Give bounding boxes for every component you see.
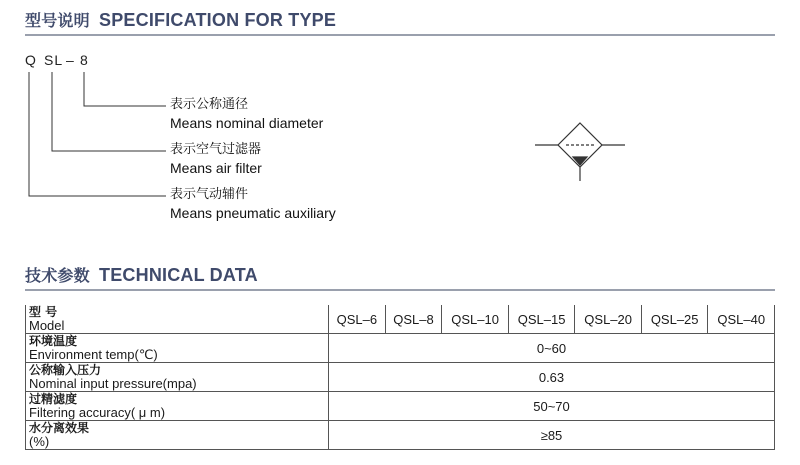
table-row bbox=[26, 421, 775, 450]
row-label-cn: 过精滤度 bbox=[29, 392, 78, 406]
row-label-cell bbox=[26, 363, 329, 392]
table-header-row bbox=[26, 305, 775, 334]
table-row bbox=[26, 363, 775, 392]
model-cell: QSL–8 bbox=[385, 305, 442, 334]
row-label-cn: 公称输入压力 bbox=[29, 363, 102, 377]
bracket-line-auxiliary bbox=[29, 72, 166, 196]
row-label-cn: 水分离效果 bbox=[29, 421, 90, 435]
row-label-en: Nominal input pressure(mpa) bbox=[29, 376, 197, 391]
model-cell: QSL–6 bbox=[329, 305, 386, 334]
row-label-cn: 环境温度 bbox=[29, 334, 78, 348]
desc-pneumatic-auxiliary bbox=[170, 186, 336, 222]
technical-data-table bbox=[25, 305, 775, 450]
desc-en: Means pneumatic auxiliary bbox=[170, 205, 336, 221]
row-value-cell: 0.63 bbox=[329, 363, 775, 392]
row-value-cell: ≥85 bbox=[329, 421, 775, 450]
desc-cn: 表示气动辅件 bbox=[170, 187, 249, 202]
table-row bbox=[26, 334, 775, 363]
bracket-line-filter bbox=[52, 72, 166, 151]
row-label-en: (%) bbox=[29, 434, 50, 449]
model-cell: QSL–15 bbox=[508, 305, 575, 334]
model-label-cn: 型 号 bbox=[29, 305, 58, 319]
tech-title-en: TECHNICAL DATA bbox=[99, 265, 258, 285]
tech-title-cn: 技术参数 bbox=[25, 266, 90, 285]
type-code-q: Q bbox=[25, 52, 37, 68]
model-label-en: Model bbox=[29, 318, 65, 333]
row-label-cell bbox=[26, 392, 329, 421]
desc-nominal-diameter bbox=[170, 96, 323, 132]
row-value-cell: 50~70 bbox=[329, 392, 775, 421]
spec-title-cn: 型号说明 bbox=[25, 11, 90, 30]
table-row bbox=[26, 392, 775, 421]
row-label-en: Filtering accuracy( μ m) bbox=[29, 405, 166, 420]
row-label-en: Environment temp(℃) bbox=[29, 347, 158, 362]
row-value-cell: 0~60 bbox=[329, 334, 775, 363]
type-code-dash: – bbox=[66, 52, 75, 68]
model-cell: QSL–20 bbox=[575, 305, 642, 334]
desc-en: Means air filter bbox=[170, 160, 262, 176]
model-cell: QSL–10 bbox=[442, 305, 509, 334]
bracket-line-diameter bbox=[84, 72, 166, 106]
model-cell: QSL–40 bbox=[708, 305, 775, 334]
row-label-cell bbox=[26, 421, 329, 450]
desc-cn: 表示公称通径 bbox=[170, 97, 249, 112]
type-code-number: 8 bbox=[80, 52, 89, 68]
desc-en: Means nominal diameter bbox=[170, 115, 324, 131]
desc-cn: 表示空气过滤器 bbox=[170, 142, 262, 157]
tech-section-title bbox=[25, 263, 258, 286]
model-label-cell bbox=[26, 305, 329, 334]
tech-divider bbox=[25, 289, 775, 291]
spec-title-en: SPECIFICATION FOR TYPE bbox=[99, 10, 337, 30]
model-cell: QSL–25 bbox=[641, 305, 708, 334]
desc-air-filter bbox=[170, 141, 262, 177]
type-code-sl: SL bbox=[44, 52, 64, 68]
air-filter-symbol-icon bbox=[535, 115, 625, 185]
row-label-cell bbox=[26, 334, 329, 363]
